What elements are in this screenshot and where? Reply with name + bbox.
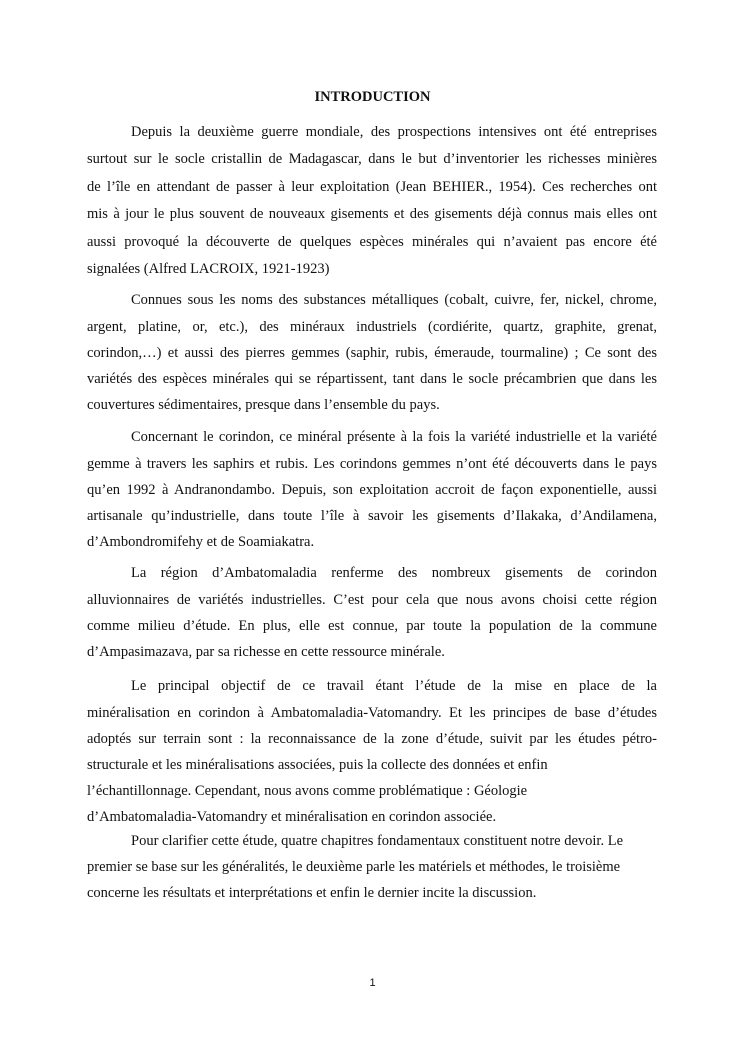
- text-line: argent, platine, or, etc.), des minéraux industriels (cordiérite, quartz, graphite, grenat,: [87, 319, 657, 335]
- text-line: d’Ampasimazava, par sa richesse en cette ressource minérale.: [87, 644, 445, 660]
- text-line: qu’en 1992 à Andranondambo. Depuis, son exploitation accroit de façon exponentielle, aussi: [87, 482, 657, 498]
- text-line: Le principal objectif de ce travail étant l’étude de la mise en place de la: [131, 678, 657, 694]
- text-line: adoptés sur terrain sont : la reconnaissance de la zone d’étude, suivit par les études pétro-: [87, 731, 657, 747]
- text-line: variétés des espèces minérales qui se répartissent, tant dans le socle précambrien que dans les: [87, 371, 657, 387]
- text-line: alluvionnaires de variétés industrielles. C’est pour cela que nous avons choisi cette région: [87, 592, 657, 608]
- page-number: 1: [369, 977, 376, 989]
- text-line: surtout sur le socle cristallin de Madagascar, dans le but d’inventorier les richesses minières: [87, 151, 657, 167]
- text-line: corindon,…) et aussi des pierres gemmes (saphir, rubis, émeraude, tourmaline) ; Ce sont des: [87, 345, 657, 361]
- section-title: INTRODUCTION: [314, 89, 431, 105]
- text-line: d’Ambatomaladia-Vatomandry et minéralisation en corindon associée.: [87, 809, 497, 825]
- text-line: Concernant le corindon, ce minéral présente à la fois la variété industrielle et la variété: [131, 429, 657, 445]
- text-line: Depuis la deuxième guerre mondiale, des prospections intensives ont été entreprises: [131, 124, 657, 140]
- text-line: de l’île en attendant de passer à leur exploitation (Jean BEHIER., 1954). Ces recherches ont: [87, 179, 657, 195]
- text-line: Pour clarifier cette étude, quatre chapitres fondamentaux constituent notre devoir. Le: [131, 833, 624, 849]
- text-line: La région d’Ambatomaladia renferme des nombreux gisements de corindon: [131, 565, 657, 581]
- text-line: mis à jour le plus souvent de nouveaux gisements et des gisements déjà connus mais elles ont: [87, 206, 657, 222]
- text-line: couvertures sédimentaires, presque dans l’ensemble du pays.: [87, 397, 440, 413]
- text-line: concerne les résultats et interprétations et enfin le dernier incite la discussion.: [87, 885, 537, 901]
- text-line: Connues sous les noms des substances métalliques (cobalt, cuivre, fer, nickel, chrome,: [131, 292, 657, 308]
- text-line: gemme à travers les saphirs et rubis. Les corindons gemmes n’ont été découverts dans le pays: [87, 456, 657, 472]
- text-line: artisanale qu’industrielle, dans toute l’île à savoir les gisements d’Ilakaka, d’Andilamena,: [87, 508, 657, 524]
- text-line: signalées (Alfred LACROIX, 1921-1923): [87, 261, 330, 277]
- text-line: comme milieu d’étude. En plus, elle est connue, par toute la population de la commune: [87, 618, 657, 634]
- text-line: l’échantillonnage. Cependant, nous avons comme problématique : Géologie: [87, 783, 528, 799]
- text-line: minéralisation en corindon à Ambatomaladia-Vatomandry. Et les principes de base d’études: [87, 705, 657, 721]
- text-line: d’Ambondromifehy et de Soamiakatra.: [87, 534, 315, 550]
- text-line: aussi provoqué la découverte de quelques espèces minérales qui n’avaient pas encore été: [87, 234, 657, 250]
- text-line: premier se base sur les généralités, le deuxième parle les matériels et méthodes, le troisième: [87, 859, 621, 875]
- text-line: structurale et les minéralisations associées, puis la collecte des données et enfin: [87, 757, 548, 773]
